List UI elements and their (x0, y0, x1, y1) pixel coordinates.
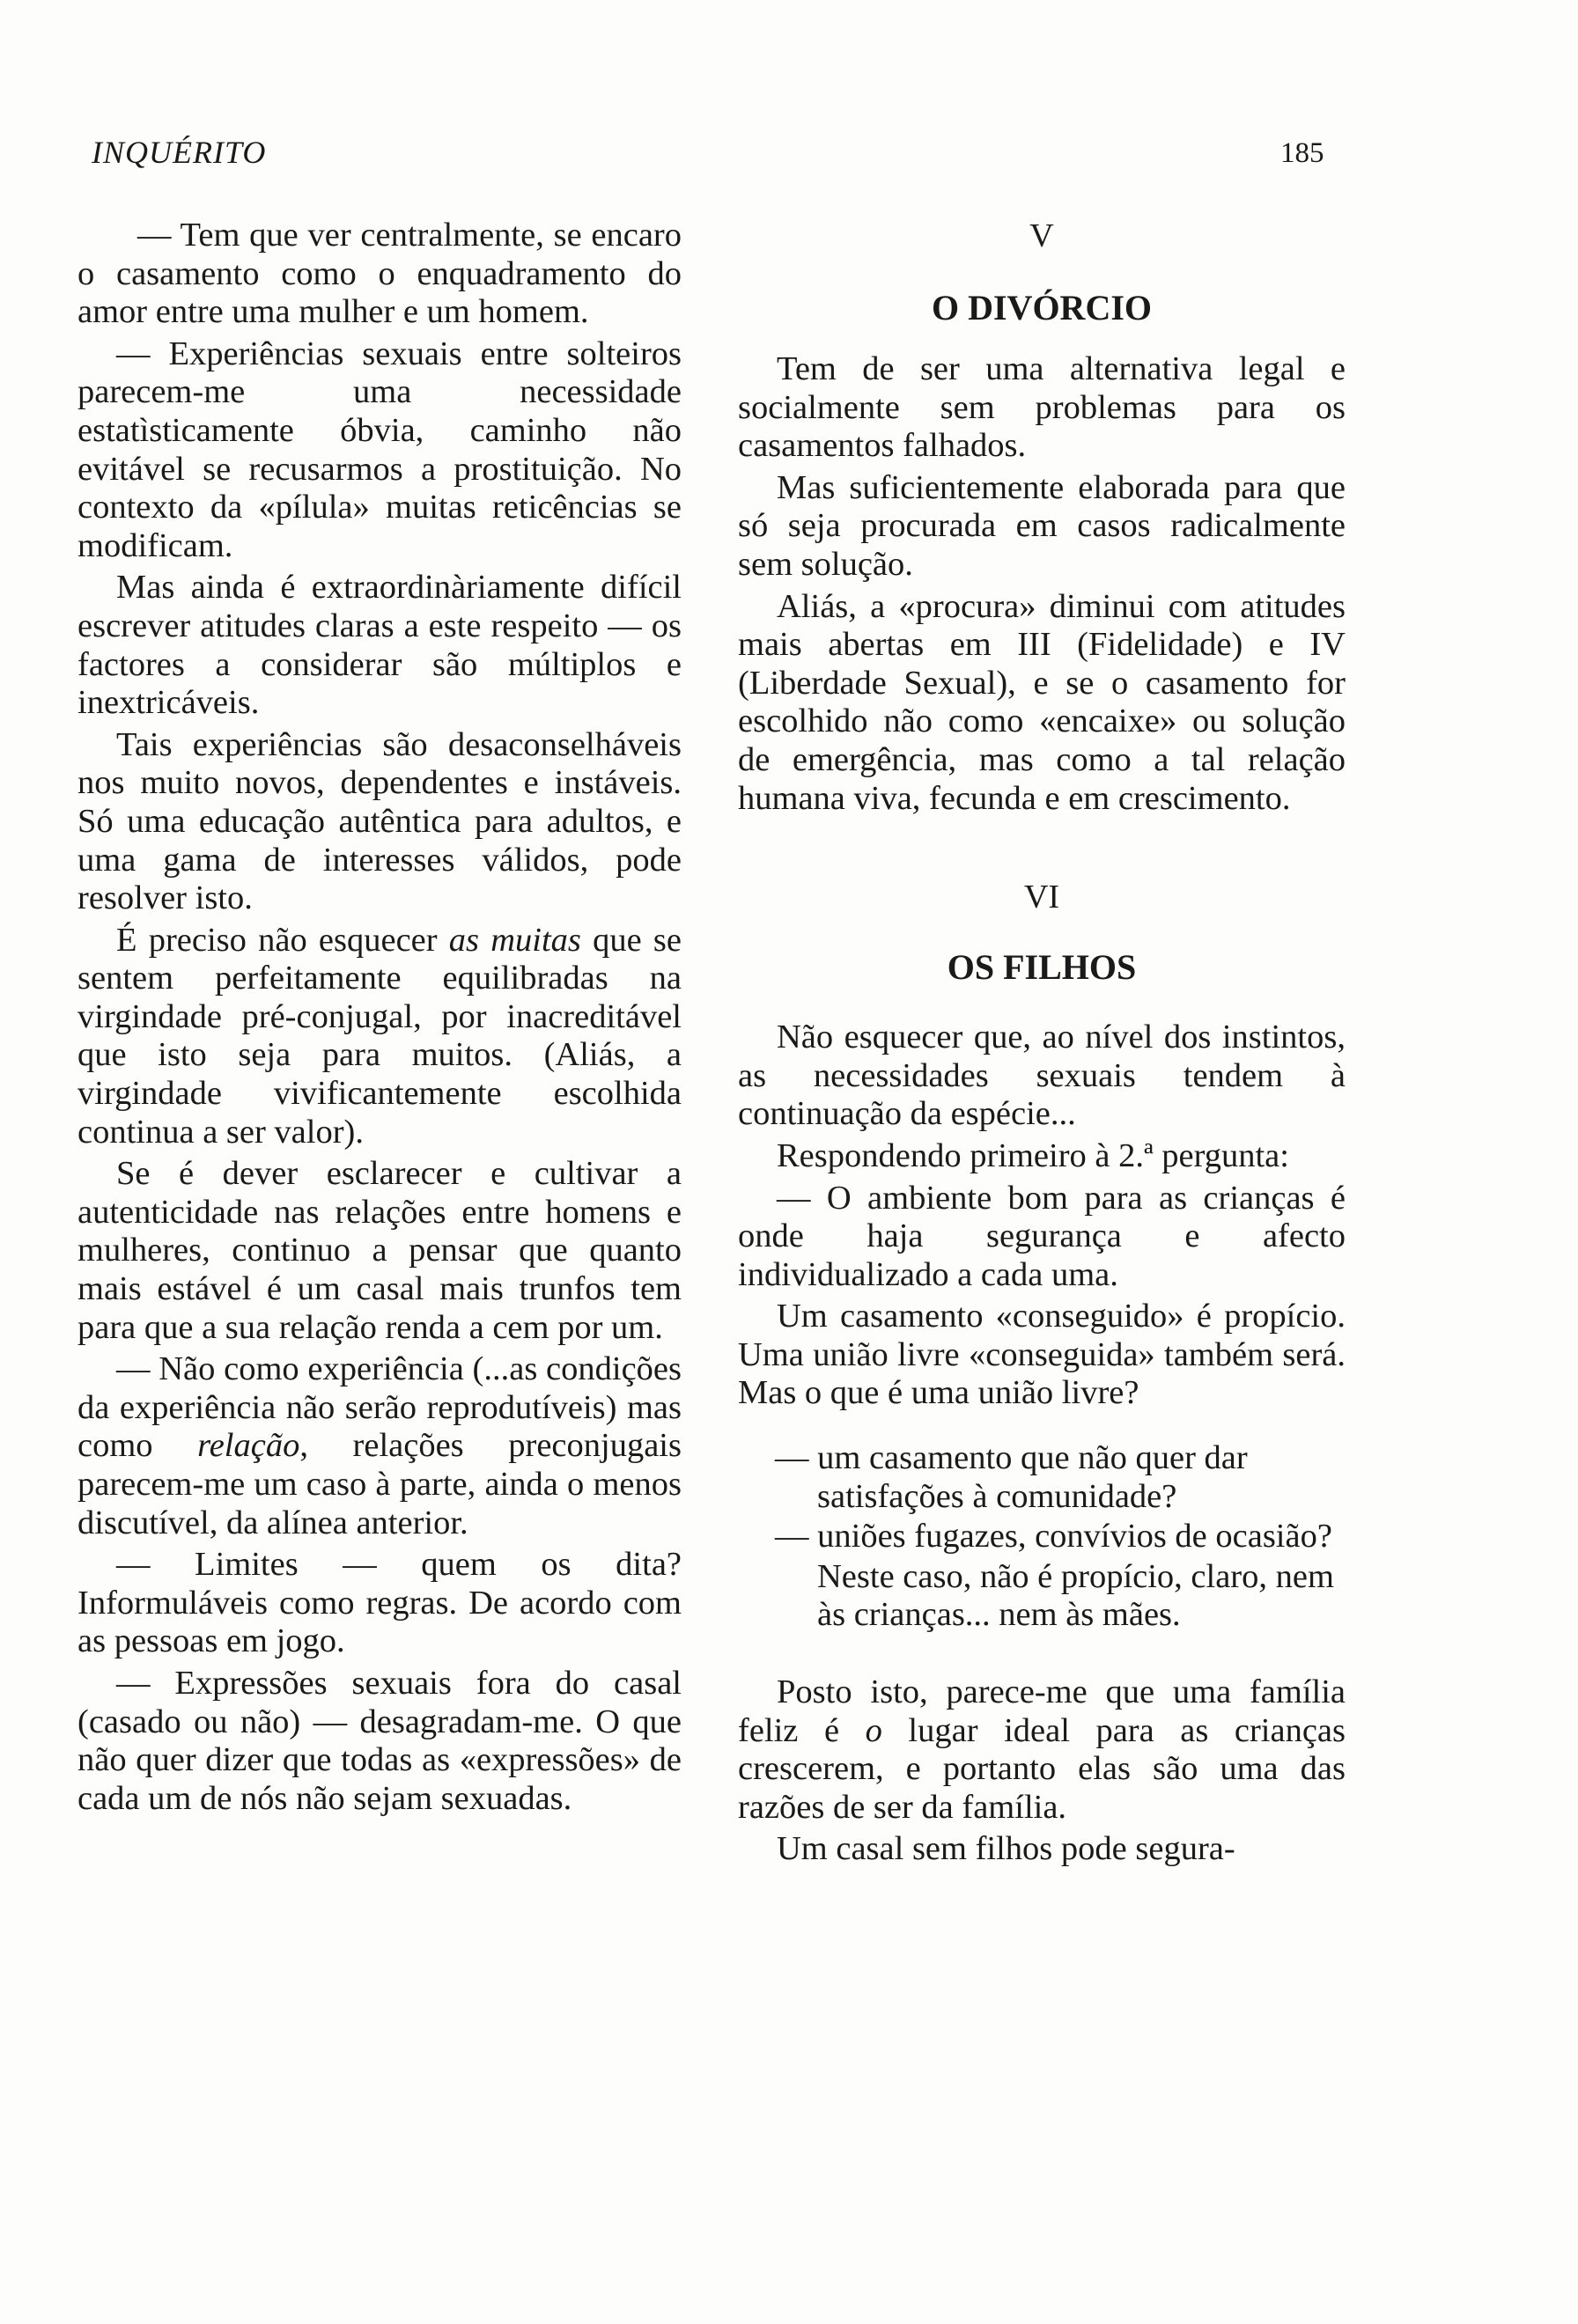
right-column (738, 217, 1346, 1872)
question-list (738, 1439, 1346, 1556)
paragraph (77, 1350, 682, 1542)
paragraph: Neste caso, não é propício, claro, nem às crianças... nem às mães. (817, 1557, 1334, 1634)
text-run: Posto isto, parece-me que uma família feliz é (738, 1673, 1346, 1749)
section-title: OS FILHOS (947, 947, 1137, 988)
list-item: — um casamento que não quer dar satisfações à comunidade? (775, 1439, 1248, 1515)
section-number: VI (1023, 879, 1060, 916)
paragraph: Um casal sem filhos pode segura- (777, 1830, 1235, 1868)
text-run: — Não como experiência (...as condições da experiência não serão reprodutíveis) mas como (77, 1350, 682, 1465)
text-run: que se sentem perfeitamente equilibradas na virgindade pré-conjugal, por inacreditável que isto seja para muitos. (Aliás, a virgindade vivificantemente escolhida continua a ser valor). (77, 921, 682, 1151)
paragraph (738, 1673, 1346, 1827)
left-column (77, 217, 682, 1821)
section-number: V (1029, 217, 1054, 254)
paragraph: — Expressões sexuais fora do casal (casado ou não) — desagradam-me. O que não quer dizer que todas as «expressões» de cada um de nós não sejam sexuadas. (77, 1664, 682, 1817)
page-number: 185 (1280, 137, 1324, 169)
text-run: , relações preconjugais parecem-me um caso à parte, ainda o menos discutível, da alínea anterior. (77, 1427, 682, 1541)
text-run: lugar ideal para as crianças crescerem, e portanto elas são uma das razões de ser da família. (738, 1711, 1346, 1826)
paragraph: Aliás, a «procura» diminui com atitudes mais abertas em III (Fidelidade) e IV (Liberdade Sexual), e se o casamento for escolhido não como «encaixe» ou solução de emergência, mas como a tal relação humana viva, fecunda e em crescimento. (738, 587, 1346, 817)
paragraph (77, 922, 682, 1152)
emphasis: relação (197, 1427, 300, 1465)
paragraph: Não esquecer que, ao nível dos instintos, as necessidades sexuais tendem à continuação da espécie... (738, 1019, 1346, 1133)
running-head: INQUÉRITO (92, 135, 267, 170)
list-item: — uniões fugazes, convívios de ocasião? (775, 1518, 1332, 1555)
paragraph: Mas ainda é extraordinàriamente difícil escrever atitudes claras a este respeito — os factores a considerar são múltiplos e inextricáveis. (77, 569, 682, 722)
paragraph: Tais experiências são desaconselháveis nos muito novos, dependentes e instáveis. Só uma educação autêntica para adultos, e uma gama de interesses válidos, pode resolver isto. (77, 725, 682, 917)
section-title: O DIVÓRCIO (931, 288, 1153, 327)
text-run: É preciso não esquecer (116, 921, 449, 959)
paragraph: Um casamento «conseguido» é propício. Uma união livre «conseguida» também será. Mas o que é uma união livre? (738, 1298, 1346, 1412)
section-filhos (738, 878, 1346, 1869)
paragraph: — Tem que ver centralmente, se encaro o casamento como o enquadramento do amor entre uma mulher e um homem. (77, 217, 682, 331)
paragraph: Respondendo primeiro à 2.ª pergunta: (777, 1136, 1289, 1174)
paragraph: Mas suficientemente elaborada para que só seja procurada em casos radicalmente sem solução. (738, 468, 1346, 583)
emphasis: as muitas (448, 921, 581, 959)
paragraph: — Limites — quem os dita? Informuláveis como regras. De acordo com as pessoas em jogo. (77, 1546, 682, 1660)
section-divorcio (738, 217, 1346, 818)
emphasis: o (865, 1711, 882, 1749)
paragraph: — O ambiente bom para as crianças é onde haja segurança e afecto individualizado a cada uma. (738, 1179, 1346, 1293)
paragraph: Se é dever esclarecer e cultivar a autenticidade nas relações entre homens e mulheres, continuo a pensar que quanto mais estável é um casal mais trunfos tem para que a sua relação renda a cem por um. (77, 1155, 682, 1346)
paragraph: — Experiências sexuais entre solteiros parecem-me uma necessidade estatìsticamente óbvia, caminho não evitável se recusarmos a prostituição. No contexto da «pílula» muitas reticências se modificam. (77, 335, 682, 564)
paragraph: Tem de ser uma alternativa legal e socialmente sem problemas para os casamentos falhados. (738, 350, 1346, 465)
